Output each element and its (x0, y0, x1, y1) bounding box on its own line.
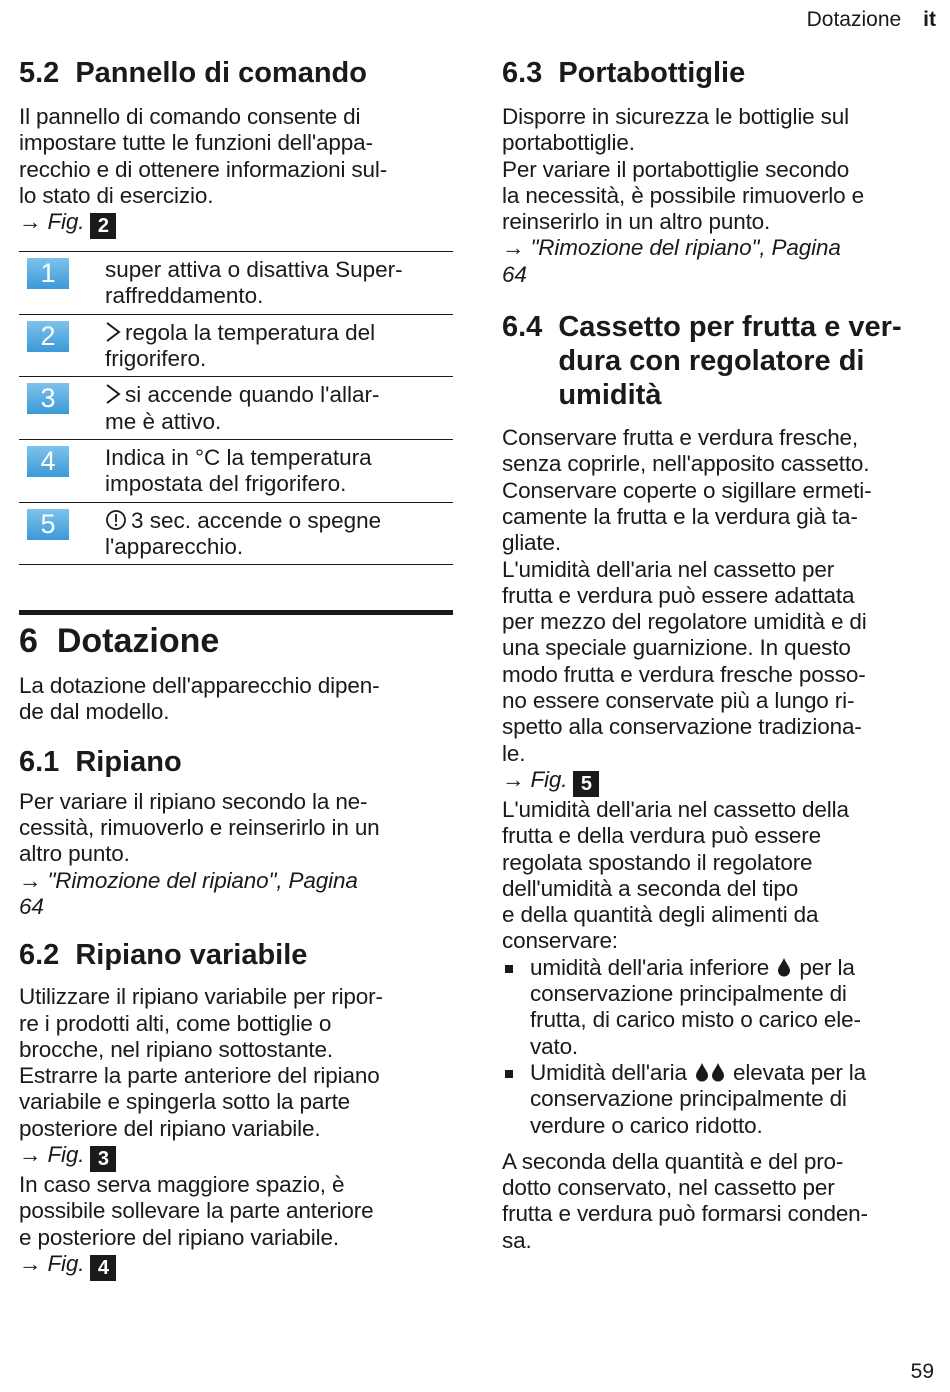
paragraph-crisper-drawer: Conservare frutta e verdura fresche, senza coprirle, nell'apposito cassetto. Conservare coperte o sigillare ermeti- camente la frutta e la verdura già ta- gliate. L'umidità dell'aria nel cassetto per frutta e verdura può essere adattata per mezzo del regolatore umidità e di una speciale guarnizione. In questo modo frutta e verdura fresche posso- no essere conservate più a lungo ri- spetto alla conservazione tradiziona- le. (502, 425, 872, 766)
page-reference-shelf-removal[interactable]: → "Rimozione del ripiano", Pagina 64 (502, 235, 841, 287)
running-header (807, 8, 936, 32)
figure-badge: 5 (573, 771, 599, 797)
paragraph-variable-shelf: Utilizzare il ripiano variabile per ripor- re i prodotti alti, come bottiglie o brocche, nel ripiano sottostante. Estrarre la parte anteriore del ripiano variabile e spingerla sotto la parte posteriore del ripiano variabile. (19, 984, 383, 1141)
figure-reference-2[interactable]: → Fig. 2 (19, 209, 453, 239)
left-column (19, 56, 453, 1281)
heading-6: 6 Dotazione (19, 622, 220, 661)
double-water-drop-icon (695, 1062, 725, 1082)
paragraph-control-panel: Il pannello di comando consente di impostare tutte le funzioni dell'appa- recchio e di ottenere informazioni sul- lo stato di esercizio. (19, 104, 388, 208)
table-row: 2 regola la temperatura del frigorifero. (19, 314, 453, 377)
number-badge: 2 (27, 321, 69, 352)
chapter-6 (19, 610, 453, 661)
number-badge: 4 (27, 446, 69, 477)
water-drop-icon (777, 957, 791, 977)
table-row: 5 3 sec. accende o spegne l'apparecchio. (19, 502, 453, 565)
page-number: 59 (910, 1360, 934, 1383)
table-row: 3 si accende quando l'allar- me è attivo. (19, 377, 453, 440)
chevron-right-icon (105, 383, 121, 405)
paragraph-equipment: La dotazione dell'apparecchio dipen- de dal modello. (19, 673, 380, 725)
list-item: umidità dell'aria inferiore per la conservazione principalmente di frutta, di carico misto o carico ele- vato. (502, 955, 936, 1060)
table-row: 1 super attiva o disattiva Super- raffreddamento. (19, 252, 453, 315)
number-badge: 5 (27, 509, 69, 540)
heading-6-3: 6.3 Portabottiglie (502, 57, 746, 89)
heading-5-2: 5.2 Pannello di comando (19, 57, 367, 89)
humidity-options-list (502, 955, 936, 1139)
number-badge: 3 (27, 383, 69, 414)
paragraph-condensation: A seconda della quantità e del pro- dotto conservato, nel cassetto per frutta e verdura può formarsi conden- sa. (502, 1148, 868, 1253)
control-panel-table (19, 251, 453, 565)
table-row: 4 Indica in °C la temperatura impostata del frigorifero. (19, 439, 453, 502)
figure-badge: 2 (90, 213, 116, 239)
paragraph-more-space: In caso serva maggiore spazio, è possibile sollevare la parte anteriore e posteriore del ripiano variabile. (19, 1172, 374, 1250)
paragraph-shelf: Per variare il ripiano secondo la ne- cessità, rimuoverlo e reinserirlo in un altro punto. (19, 788, 380, 867)
figure-badge: 4 (90, 1255, 116, 1281)
list-item: Umidità dell'aria elevata per la conservazione principalmente di verdure o carico ridotto. (502, 1060, 936, 1139)
paragraph-bottle-rack: Disporre in sicurezza le bottiglie sul portabottiglie. Per variare il portabottiglie secondo la necessità, è possibile rimuoverlo e reinserirlo in un altro punto. (502, 104, 864, 235)
paragraph-humidity-regulator: L'umidità dell'aria nel cassetto della frutta e della verdura può essere regolata spostando il regolatore dell'umidità a seconda del tipo e della quantità degli alimenti da conservare: (502, 796, 849, 954)
number-badge: 1 (27, 258, 69, 289)
power-icon (105, 509, 127, 531)
figure-badge: 3 (90, 1146, 116, 1172)
header-section-title: Dotazione (806, 8, 902, 31)
right-column (502, 56, 936, 1254)
heading-6-2: 6.2 Ripiano variabile (19, 939, 308, 972)
heading-6-1: 6.1 Ripiano (19, 745, 182, 778)
figure-reference-3[interactable]: → Fig. 3 (19, 1142, 453, 1172)
heading-6-4: 6.4 Cassetto per frutta e ver- dura con regolatore di umidità (502, 311, 902, 412)
figure-reference-5[interactable]: → Fig. 5 (502, 767, 936, 797)
header-language: it (923, 8, 936, 31)
figure-reference-4[interactable]: → Fig. 4 (19, 1251, 453, 1281)
page-reference-shelf-removal[interactable]: → "Rimozione del ripiano", Pagina 64 (19, 867, 358, 919)
chevron-right-icon (105, 321, 121, 343)
